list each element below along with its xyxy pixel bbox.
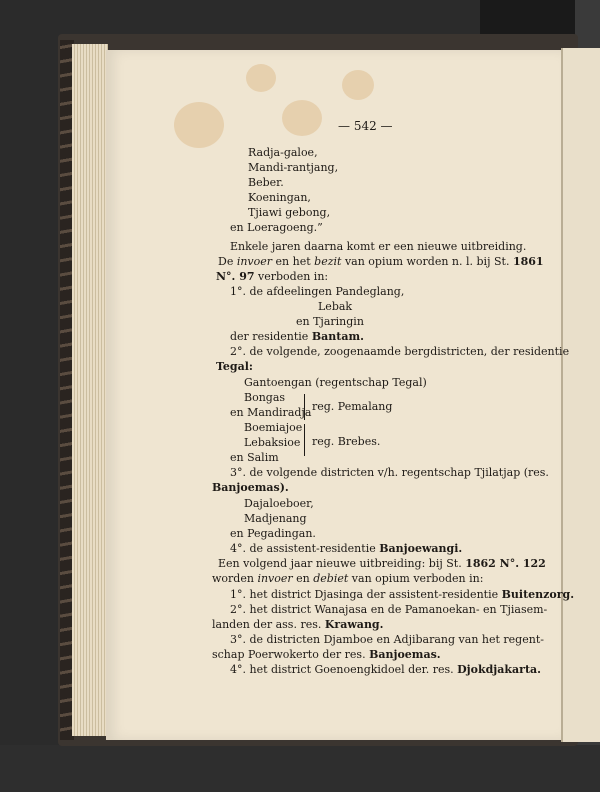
- text-line: [230, 240, 526, 253]
- text-run: reg. Pemalang: [312, 400, 393, 413]
- text-line: [230, 285, 404, 298]
- text-run: 4°. de assistent-residentie: [230, 542, 380, 555]
- background-bottom: [0, 745, 600, 792]
- foxing-stain: [246, 64, 276, 92]
- text-run: worden: [212, 572, 258, 585]
- text-line: [230, 603, 547, 616]
- text-line: [230, 451, 279, 464]
- text-line: [230, 221, 323, 234]
- text-run: 1°. het district Djasinga der assistent-residentie: [230, 588, 502, 601]
- text-run: 2°. het district Wanajasa en de Pamanoekan- en Tjiasem-: [230, 603, 548, 616]
- text-line: [248, 176, 284, 189]
- text-run: Enkele jaren daarna komt er een nieuwe uitbreiding.: [230, 240, 527, 253]
- text-line: [318, 300, 352, 313]
- text-line: [216, 270, 328, 283]
- bold-run: Banjoewangi.: [379, 542, 463, 555]
- text-run: Boemiajoe: [244, 421, 303, 434]
- foxing-stain: [282, 100, 322, 136]
- text-line: [244, 391, 285, 404]
- bold-run: Buitenzorg.: [501, 588, 575, 601]
- bold-run: Banjoemas.: [369, 648, 441, 661]
- text-run: reg. Brebes.: [312, 435, 381, 448]
- foxing-stain: [342, 70, 374, 100]
- text-run: van opium worden n. l. bij St.: [341, 255, 513, 268]
- text-line: [218, 255, 544, 268]
- text-run: en Tjaringin: [296, 315, 364, 328]
- text-run: 3°. de volgende districten v/h. regentschap Tjilatjap (res.: [230, 466, 549, 479]
- bold-run: Djokdjakarta.: [457, 663, 541, 676]
- text-line: [312, 435, 380, 448]
- bold-run: 1862 N°. 122: [465, 557, 546, 570]
- bold-run: N°. 97: [216, 270, 255, 283]
- italic-run: debiet: [313, 572, 349, 585]
- bold-run: Bantam.: [311, 330, 364, 343]
- bold-run: Banjoemas).: [212, 481, 289, 494]
- text-run: Lebak: [318, 300, 353, 313]
- text-run: Radja-galoe,: [248, 146, 318, 159]
- text-line: [216, 360, 253, 373]
- text-line: [230, 330, 364, 343]
- text-run: Gantoengan (regentschap Tegal): [244, 376, 427, 389]
- text-line: [244, 497, 314, 510]
- text-run: en Mandiradja: [230, 406, 312, 419]
- text-run: De: [218, 255, 237, 268]
- text-run: en: [292, 572, 314, 585]
- text-run: Madjenang: [244, 512, 307, 525]
- text-run: schap Poerwokerto der res.: [212, 648, 370, 661]
- text-line: [230, 663, 541, 676]
- text-run: Beber.: [248, 176, 284, 189]
- text-line: [230, 406, 311, 419]
- text-line: [230, 527, 316, 540]
- bold-run: 1861: [512, 255, 544, 268]
- text-line: [212, 648, 441, 661]
- book-page: [106, 50, 575, 740]
- text-run: landen der ass. res.: [212, 618, 325, 631]
- text-line: [230, 466, 549, 479]
- text-line: [218, 557, 546, 570]
- text-line: [230, 588, 574, 601]
- brace-pemalang: [304, 394, 305, 420]
- text-line: [212, 618, 383, 631]
- text-run: 4°. het district Goenoengkidoel der. res.: [230, 663, 458, 676]
- text-line: [244, 436, 300, 449]
- brace-brebes: [304, 424, 305, 456]
- text-run: en Pegadingan.: [230, 527, 316, 540]
- text-line: [244, 376, 427, 389]
- text-line: [230, 345, 569, 358]
- text-run: en het: [272, 255, 315, 268]
- italic-run: invoer: [257, 572, 293, 585]
- text-run: Koeningan,: [248, 191, 311, 204]
- page-number: — 542 —: [338, 119, 393, 133]
- text-run: 3°. de districten Djamboe en Adjibarang van het regent-: [230, 633, 544, 646]
- bold-run: Tegal:: [216, 360, 253, 373]
- text-line: [248, 206, 330, 219]
- text-run: Bongas: [244, 391, 286, 404]
- text-line: [296, 315, 364, 328]
- text-line: [230, 542, 462, 555]
- page-edges: [72, 44, 108, 736]
- text-line: [248, 191, 311, 204]
- text-line: [312, 400, 392, 413]
- text-line: [230, 633, 544, 646]
- foxing-stain: [174, 102, 224, 148]
- text-line: [244, 421, 302, 434]
- text-line: [244, 512, 307, 525]
- text-run: en Salim: [230, 451, 279, 464]
- text-run: 1°. de afdeelingen Pandeglang,: [230, 285, 405, 298]
- text-run: verboden in:: [254, 270, 329, 283]
- text-run: Tjiawi gebong,: [248, 206, 331, 219]
- facing-page: [561, 48, 600, 742]
- text-run: Mandi-rantjang,: [248, 161, 339, 174]
- text-run: der residentie: [230, 330, 312, 343]
- text-run: Lebaksioe: [244, 436, 301, 449]
- text-line: [212, 481, 289, 494]
- text-line: [248, 146, 318, 159]
- text-run: Een volgend jaar nieuwe uitbreiding: bij St.: [218, 557, 466, 570]
- italic-run: invoer: [236, 255, 273, 268]
- bold-run: Krawang.: [324, 618, 384, 631]
- italic-run: bezit: [314, 255, 342, 268]
- text-line: [248, 161, 338, 174]
- text-run: Dajaloeboer,: [244, 497, 314, 510]
- text-run: en Loeragoeng.”: [230, 221, 323, 234]
- text-run: van opium verboden in:: [348, 572, 484, 585]
- text-run: 2°. de volgende, zoogenaamde bergdistricten, der residentie: [230, 345, 570, 358]
- text-line: [212, 572, 483, 585]
